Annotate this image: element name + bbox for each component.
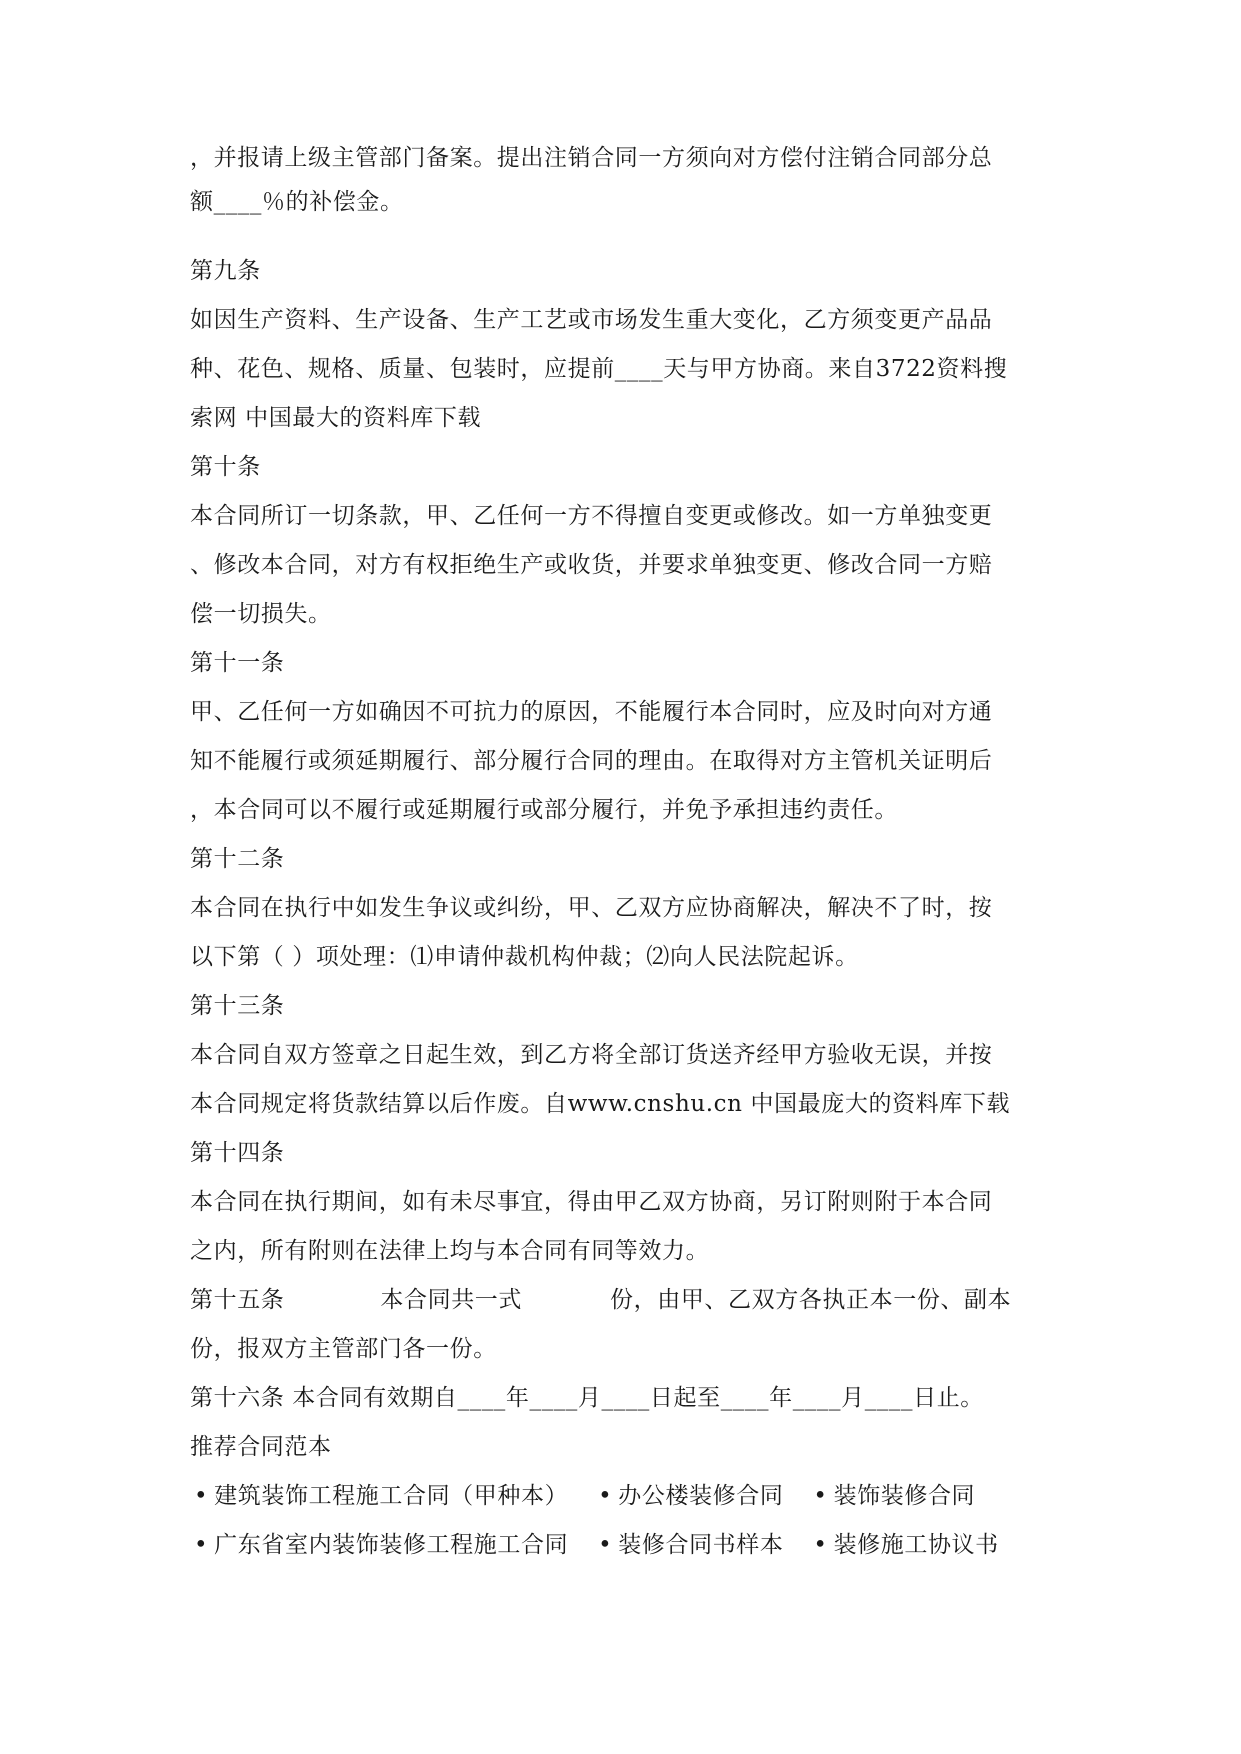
text-line: 、修改本合同，对方有权拒绝生产或收货，并要求单独变更、修改合同一方赔	[190, 552, 993, 578]
recommended-heading: 推荐合同范本	[190, 1434, 332, 1460]
text-line: 本合同在执行期间，如有未尽事宜，得由甲乙双方协商，另订附则附于本合同	[190, 1189, 993, 1215]
article-heading: 第十条	[190, 454, 261, 480]
recommended-row	[194, 1481, 975, 1511]
text-line: 本合同规定将货款结算以后作废。自www.cnshu.cn 中国最庞大的资料库下载	[190, 1091, 1011, 1117]
text-line: 偿一切损失。	[190, 601, 332, 627]
text-line: 份，报双方主管部门各一份。	[190, 1336, 497, 1362]
text-line: 甲、乙任何一方如确因不可抗力的原因，不能履行本合同时，应及时向对方通	[190, 699, 993, 725]
text-line: 以下第（ ）项处理：⑴申请仲裁机构仲裁；⑵向人民法院起诉。	[190, 944, 859, 970]
recommended-link[interactable]: • 装修合同书样本	[598, 1532, 784, 1558]
recommended-link[interactable]: • 办公楼装修合同	[598, 1483, 784, 1509]
article-15-line	[190, 1285, 1011, 1315]
text-line: 本合同自双方签章之日起生效，到乙方将全部订货送齐经甲方验收无误，并按	[190, 1042, 993, 1068]
recommended-link[interactable]: • 装修施工协议书	[813, 1532, 999, 1558]
bullet-icon: •	[194, 1483, 209, 1509]
article-heading: 第十二条	[190, 846, 285, 872]
text-line: ，并报请上级主管部门备案。提出注销合同一方须向对方偿付注销合同部分总	[190, 145, 993, 171]
recommended-link[interactable]: • 广东省室内装饰装修工程施工合同	[194, 1532, 569, 1558]
text-line: 本合同在执行中如发生争议或纠纷，甲、乙双方应协商解决，解决不了时，按	[190, 895, 993, 921]
recommended-link[interactable]: • 建筑装饰工程施工合同（甲种本）	[194, 1483, 569, 1509]
article-heading: 第十三条	[190, 993, 285, 1019]
bullet-icon: •	[813, 1532, 828, 1558]
text-line: 之内，所有附则在法律上均与本合同有同等效力。	[190, 1238, 710, 1264]
recommended-link[interactable]: • 装饰装修合同	[813, 1483, 976, 1509]
recommended-row	[194, 1530, 999, 1560]
article-heading: 第九条	[190, 258, 261, 284]
bullet-icon: •	[598, 1532, 613, 1558]
text-line: 额____％的补偿金。	[190, 189, 404, 215]
article-heading: 第十一条	[190, 650, 285, 676]
text-line: 知不能履行或须延期履行、部分履行合同的理由。在取得对方主管机关证明后	[190, 748, 993, 774]
validity-line: 第十六条 本合同有效期自____年____月____日起至____年____月____日止。	[190, 1385, 984, 1411]
text-line: ，本合同可以不履行或延期履行或部分履行，并免予承担违约责任。	[190, 797, 898, 823]
text-line: 种、花色、规格、质量、包装时，应提前____天与甲方协商。来自3722资料搜	[190, 356, 1008, 382]
article-heading: 第十五条	[190, 1287, 285, 1313]
bullet-icon: •	[194, 1532, 209, 1558]
copies-distribution-text: 份，由甲、乙双方各执正本一份、副本	[610, 1287, 1012, 1313]
article-heading: 第十四条	[190, 1140, 285, 1166]
text-line: 本合同所订一切条款，甲、乙任何一方不得擅自变更或修改。如一方单独变更	[190, 503, 993, 529]
text-line: 索网 中国最大的资料库下载	[190, 405, 482, 431]
bullet-icon: •	[813, 1483, 828, 1509]
text-line: 如因生产资料、生产设备、生产工艺或市场发生重大变化，乙方须变更产品品	[190, 307, 993, 333]
copies-text: 本合同共一式	[380, 1287, 523, 1313]
bullet-icon: •	[598, 1483, 613, 1509]
